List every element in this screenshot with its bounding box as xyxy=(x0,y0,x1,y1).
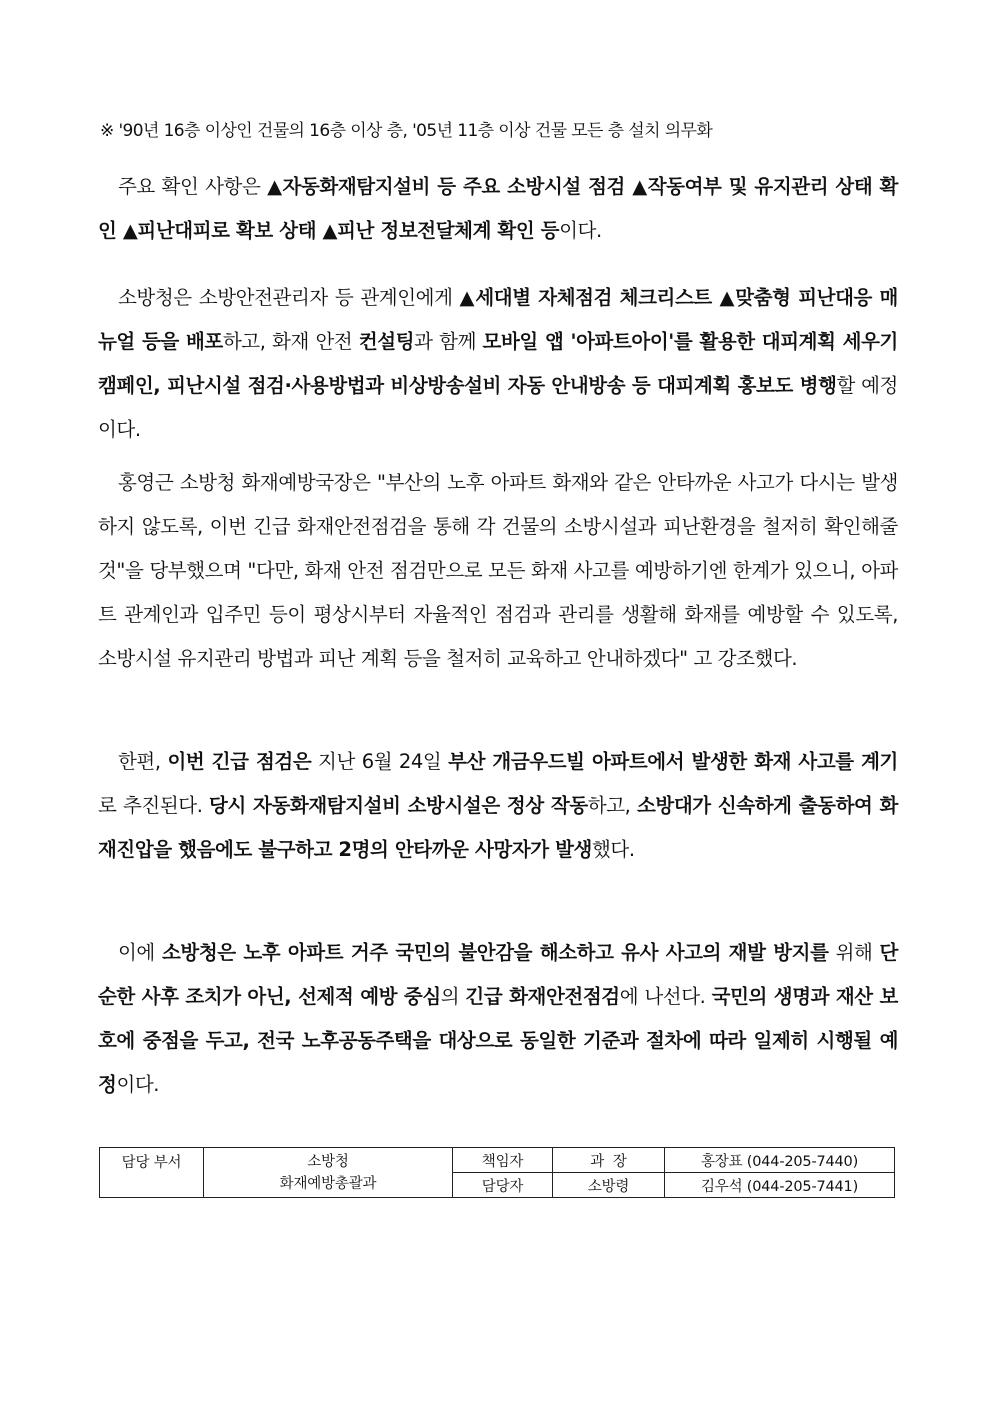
footnote: ※ '90년 16층 이상인 건물의 16층 이상 층, '05년 11층 이상 건물 모든 층 설치 의무화 xyxy=(100,121,713,141)
body-text: 주요 확인 사항은 xyxy=(118,175,268,198)
body-text: 이다. xyxy=(559,219,602,242)
body-text: 홍영근 소방청 화재예방국장은 "부산의 노후 아파트 화재와 같은 안타까운 사고가 다시는 발생하지 않도록, 이번 긴급 화재안전점검을 통해 각 건물의 소방시설과 피난환경을 철저히 확인해줄 것"을 당부했으며 "다만, 화재 안전 점검만으로 모든 화재 사고를 예방하기엔 한계가 있으니, 아파트 관계인과 입주민 등이 평상시부터 자율적인 점검과 관리를 생활해 화재를 예방할 수 있도록, 소방시설 유지관리 방법과 피난 계획 등을 철저히 교육하고 안내 xyxy=(98,471,898,670)
body-text: 과 함께 xyxy=(414,330,483,353)
title-cell: 과 장 xyxy=(553,1148,665,1173)
body-text: 위해 xyxy=(828,941,880,964)
body-text: 하고, 화재 안전 xyxy=(222,330,359,353)
emphasis-text: 부산 개금우드빌 아파트에서 발생한 화재 사고를 계기 xyxy=(448,750,898,773)
body-text: 소방청은 소방안전관리자 등 관계인에게 xyxy=(118,286,460,309)
emphasis-text: ▲세대별 자체점검 체크리스트 ▲맞춤형 피난대응 매뉴얼 등을 배포 xyxy=(98,286,898,353)
contact-table xyxy=(99,1147,895,1198)
paragraph-conclusion xyxy=(98,931,898,1107)
paragraph-distribution xyxy=(98,276,898,452)
emphasis-text: 긴급 화재안전점검 xyxy=(465,985,620,1008)
title-cell: 소방령 xyxy=(553,1173,665,1198)
body-text: 이에 xyxy=(118,941,162,964)
body-text: 하고, xyxy=(587,794,637,817)
person-cell: 김우석 (044-205-7441) xyxy=(665,1173,895,1198)
paragraph-inspection-items xyxy=(98,165,898,253)
body-text: 이다. xyxy=(116,1073,160,1096)
emphasis-text: 소방대가 신속하게 출동하여 화재진압을 했음에도 불구하고 2명의 안타까운 사망자가 발생 xyxy=(98,794,898,861)
emphasis-text: ▲자동화재탐지설비 등 주요 소방시설 점검 ▲작동여부 및 유지관리 상태 확인 ▲피난대피로 확보 상태 ▲피난 정보전달체계 확인 등 xyxy=(98,175,898,242)
body-text: 한편, xyxy=(118,750,168,773)
body-text: 할 예정이다. xyxy=(98,374,898,441)
emphasis-text: 단순한 사후 조치가 아닌, 선제적 예방 중심 xyxy=(98,941,898,1008)
emphasis-text: 소방청은 노후 아파트 거주 국민의 불안감을 해소하고 유사 사고의 재발 방지를 xyxy=(161,941,829,964)
body-text: 로 추진된다. xyxy=(98,794,210,817)
role-cell: 담당자 xyxy=(453,1173,553,1198)
paragraph-director-quote xyxy=(98,461,898,681)
body-text: 하겠다" 고 강조했다. xyxy=(623,647,798,670)
emphasis-text: 당시 자동화재탐지설비 소방시설은 정상 작동 xyxy=(209,794,588,817)
dept-label: 담당 부서 xyxy=(100,1148,204,1198)
person-cell: 홍장표 (044-205-7440) xyxy=(665,1148,895,1173)
body-text: 에 나선다. xyxy=(619,985,712,1008)
emphasis-text: 국민의 생명과 재산 보호에 중점을 두고, 전국 노후공동주택을 대상으로 동일한 기준과 절차에 따라 일제히 시행될 예정 xyxy=(98,985,898,1096)
body-text: 했다. xyxy=(592,838,635,861)
body-text: 의 xyxy=(440,985,466,1008)
dept-agency: 소방청 xyxy=(307,1153,349,1170)
contact-row xyxy=(100,1148,895,1173)
paragraph-background xyxy=(98,740,898,872)
emphasis-text: 이번 긴급 점검은 xyxy=(167,750,312,773)
dept-name xyxy=(204,1148,453,1198)
emphasis-text: 컨설팅 xyxy=(358,330,415,353)
emphasis-text: 모바일 앱 '아파트아이'를 활용한 대피계획 세우기 캠페인, 피난시설 점검·사용방법과 비상방송설비 자동 안내방송 등 대피계획 홍보도 병행 xyxy=(98,330,898,397)
body-text: 지난 6월 24일 xyxy=(311,750,449,773)
dept-division: 화재예방총괄과 xyxy=(279,1175,377,1192)
role-cell: 책임자 xyxy=(453,1148,553,1173)
